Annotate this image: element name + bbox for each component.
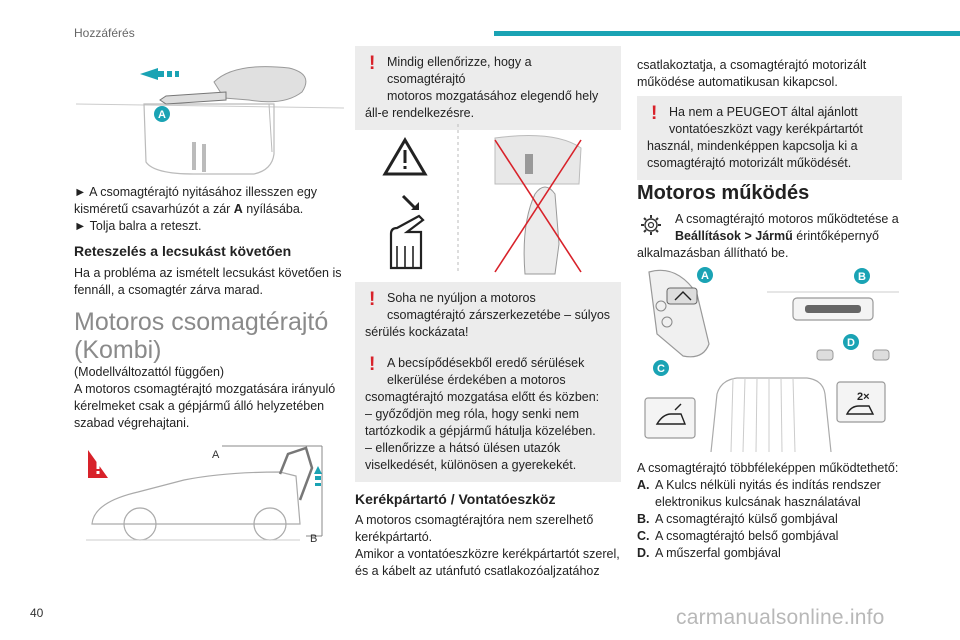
figure-label-a: A (701, 270, 709, 282)
settings-text-line2: Beállítások > Jármű érintőképernyő (675, 229, 879, 243)
warning-exclamation-icon: ! (369, 289, 376, 310)
gear-icon (637, 211, 667, 239)
bike-carrier-text-cont: csatlakoztatja, a csomagtérajtó motorizált működése automatikusan kikapcsol. (637, 58, 867, 89)
screwdriver-lock-figure (74, 62, 346, 180)
operation-list: A csomagtérajtó többféleképpen működtethető: A. A Kulcs nélküli nyitás és indítás rendszer elektronikus kulcsának használatával B. A csomagtérajtó külső gombjával C. A csomagtérajtó belső gombjával D. A műszerfal gombjával (637, 460, 902, 562)
relock-text: Ha a probléma az ismételt lecsukást követően is fennáll, a csomagtér zárva marad. (74, 266, 342, 297)
bike-carrier-text: A motoros csomagtérajtóra nem szerelhető kerékpártartó. Amikor a vontatóeszközre kerékpártartót szerel, és a kábelt az utánfutó csatlakozóaljzatához (355, 513, 620, 578)
no-hand-in-mechanism-figure (355, 124, 621, 276)
figure-label-b-bottom: B (310, 533, 318, 545)
heading-motor-operation: Motoros működés (637, 182, 810, 204)
car-clearance-figure (74, 438, 346, 548)
list-item: B. A csomagtérajtó külső gombjával (637, 512, 838, 526)
figure-label-d: D (847, 337, 855, 349)
settings-text-line3: alkalmazásban állítható be. (637, 246, 789, 260)
header-accent-bar (494, 31, 960, 36)
figure-label-b: B (858, 271, 866, 283)
tailgate-controls-figure (637, 264, 902, 454)
double-press-label: 2× (857, 391, 870, 403)
screwdriver-instructions (74, 184, 346, 235)
figure-label-a-top: A (212, 449, 220, 461)
warning-pinch-injury: ! A becsípődésekből eredő sérülések elkerülése érdekében a motoros csomagtérajtó mozgatása előtt és közben: – győződjön meg róla, hogy senki nem tartózkodik a gépjármű hátulja közelében. – ellenőrizze a hátsó ülésen utazók viselkedését, különösen a gyerekekét. (355, 347, 621, 482)
figure-label-c: C (657, 363, 665, 375)
interior-button-icon (645, 398, 695, 438)
warning-space-check: ! Mindig ellenőrizze, hogy a csomagtérajtó motoros mozgatásához elegendő hely áll-e rendelkezésre. (355, 46, 621, 130)
watermark: carmanualsonline.info (676, 606, 885, 629)
electronic-key-icon (649, 270, 709, 356)
list-item: A. A Kulcs nélküli nyitás és indítás rendszer elektronikus kulcsának használatával (637, 478, 881, 509)
page-number: 40 (30, 606, 44, 620)
list-item: D. A műszerfal gombjával (637, 546, 781, 560)
bullet-push-latch: ► Tolja balra a reteszt. (74, 219, 202, 233)
heading-bike-carrier: Kerékpártartó / Vontatóeszköz (355, 491, 556, 507)
power-tailgate-text: (Modellváltozattól függően) A motoros csomagtérajtó mozgatására irányuló kérelmeket csak a gépjármű álló helyzetében szabad végrehajtani. (74, 365, 336, 430)
hand-icon (391, 216, 423, 268)
heading-relock: Reteszelés a lecsukást követően (74, 243, 292, 259)
list-item: C. A csomagtérajtó belső gombjával (637, 529, 839, 543)
warning-exclamation-icon: ! (369, 354, 376, 375)
heading-power-tailgate: Motoros csomagtérajtó (Kombi) (74, 308, 329, 364)
warning-no-hands: ! Soha ne nyúljon a motoros csomagtérajtó zárszerkezetébe – súlyos sérülés kockázata! (355, 282, 621, 349)
figure-label-a: A (158, 109, 166, 121)
warning-non-peugeot-towbar: ! Ha nem a PEUGEOT által ajánlott vontatóeszközt vagy kerékpártartót használ, mindenképpen kapcsolja ki a csomagtérajtó motorizált működését. (637, 96, 902, 180)
settings-text-line1: A csomagtérajtó motoros működtetése a (675, 212, 899, 226)
warning-exclamation-icon: ! (651, 103, 658, 124)
bullet-insert-screwdriver-cont: kisméretű csavarhúzót a zár A nyílásába. (74, 202, 304, 216)
warning-exclamation-icon: ! (369, 53, 376, 74)
section-header: Hozzáférés (74, 26, 135, 40)
bullet-insert-screwdriver: ► A csomagtérajtó nyitásához illesszen egy (74, 185, 318, 199)
